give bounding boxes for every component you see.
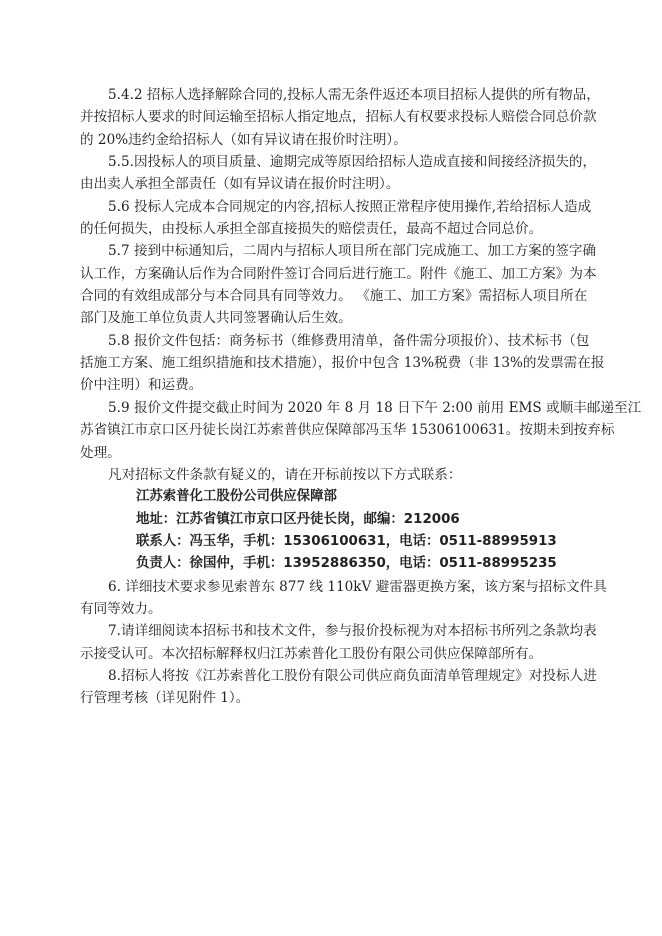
paragraph-line: 合同的有效组成部分与本合同具有同等效力。 《施工、加工方案》需招标人项目所在 <box>80 288 588 305</box>
paragraph <box>80 240 597 329</box>
paragraph-line: 有同等效力。 <box>80 600 162 617</box>
responsible-person: 负责人：徐国仲，手机：13952886350，电话：0511-88995235 <box>136 556 557 572</box>
document-page <box>80 84 642 710</box>
contact-person: 联系人：冯玉华，手机：15306100631，电话：0511-88995913 <box>136 533 557 549</box>
paragraph-line: 部门及施工单位负责人共同签署确认后生效。 <box>80 310 352 327</box>
additional-clauses-section <box>80 576 607 710</box>
paragraph <box>80 576 607 621</box>
paragraph-line: 7.请详细阅读本招标书和技术文件，参与报价投标视为对本招标书所列之条款均表 <box>108 623 597 640</box>
paragraph-line: 由出卖人承担全部责任（如有异议请在报价时注明）。 <box>80 176 400 193</box>
paragraph-line: 8.招标人将按《江苏索普化工股份有限公司供应商负面清单管理规定》对投标人进 <box>108 667 597 684</box>
paragraph <box>80 151 597 196</box>
paragraph <box>80 620 597 665</box>
paragraph-line: 5.5.因投标人的项目质量、逾期完成等原因给招标人造成直接和间接经济损失的， <box>108 154 597 171</box>
paragraph-line: 并按招标人要求的时间运输至招标人指定地点，招标人有权要求投标人赔偿合同总价款 <box>80 109 597 126</box>
paragraph-line: 括施工方案、施工组织措施和技术措施），报价中包含 13%税费（非 13%的发票需在报 <box>80 355 605 372</box>
paragraph <box>80 464 582 486</box>
contact-company: 江苏索普化工股份公司供应保障部 <box>136 489 337 505</box>
paragraph <box>80 330 605 397</box>
paragraph-line: 凡对招标文件条款有疑义的，请在开标前按以下方式联系： <box>108 466 462 483</box>
paragraph <box>80 84 600 151</box>
paragraph-line: 5.4.2 招标人选择解除合同的,投标人需无条件返还本项目招标人提供的所有物品， <box>108 87 600 103</box>
paragraph <box>80 665 597 710</box>
paragraph <box>80 196 592 241</box>
paragraph-line: 6. 详细技术要求参见索普东 877 线 110kV 避雷器更换方案，该方案与招标文件具 <box>108 578 607 595</box>
paragraph-line: 的 20%违约金给招标人（如有异议请在报价时注明）。 <box>80 131 407 148</box>
paragraph-line: 行管理考核（详见附件 1）。 <box>80 690 250 707</box>
paragraph-line: 5.9 报价文件提交截止时间为 2020 年 8 月 18 日下午 2:00 前用 EMS 或顺丰邮递至江 <box>108 399 642 416</box>
paragraph-line: 示接受认可。本次招标解释权归江苏索普化工股份有限公司供应保障部所有。 <box>80 645 543 662</box>
paragraph-line: 处理。 <box>80 444 121 461</box>
paragraph-line: 5.6 投标人完成本合同规定的内容,招标人按照正常程序使用操作,若给招标人造成 <box>108 198 592 215</box>
clauses-section <box>80 84 642 486</box>
paragraph-line: 苏省镇江市京口区丹徒长岗江苏索普供应保障部冯玉华 15306100631。按期未到按弃标 <box>80 422 615 439</box>
paragraph-line: 认工作，方案确认后作为合同附件签订合同后进行施工。附件《施工、加工方案》为本 <box>80 265 597 282</box>
contact-block <box>80 486 582 575</box>
paragraph <box>80 397 642 464</box>
paragraph-line: 5.7 接到中标通知后，二周内与招标人项目所在部门完成施工、加工方案的签字确 <box>108 243 597 260</box>
paragraph-line: 的任何损失，由投标人承担全部直接损失的赔偿责任，最高不超过合同总价。 <box>80 221 543 238</box>
paragraph-line: 价中注明）和运费。 <box>80 377 203 394</box>
paragraph-line: 5.8 报价文件包括：商务标书（维修费用清单，备件需分项报价）、技术标书（包 <box>108 332 590 349</box>
contact-address: 地址：江苏省镇江市京口区丹徒长岗，邮编：212006 <box>136 511 460 527</box>
